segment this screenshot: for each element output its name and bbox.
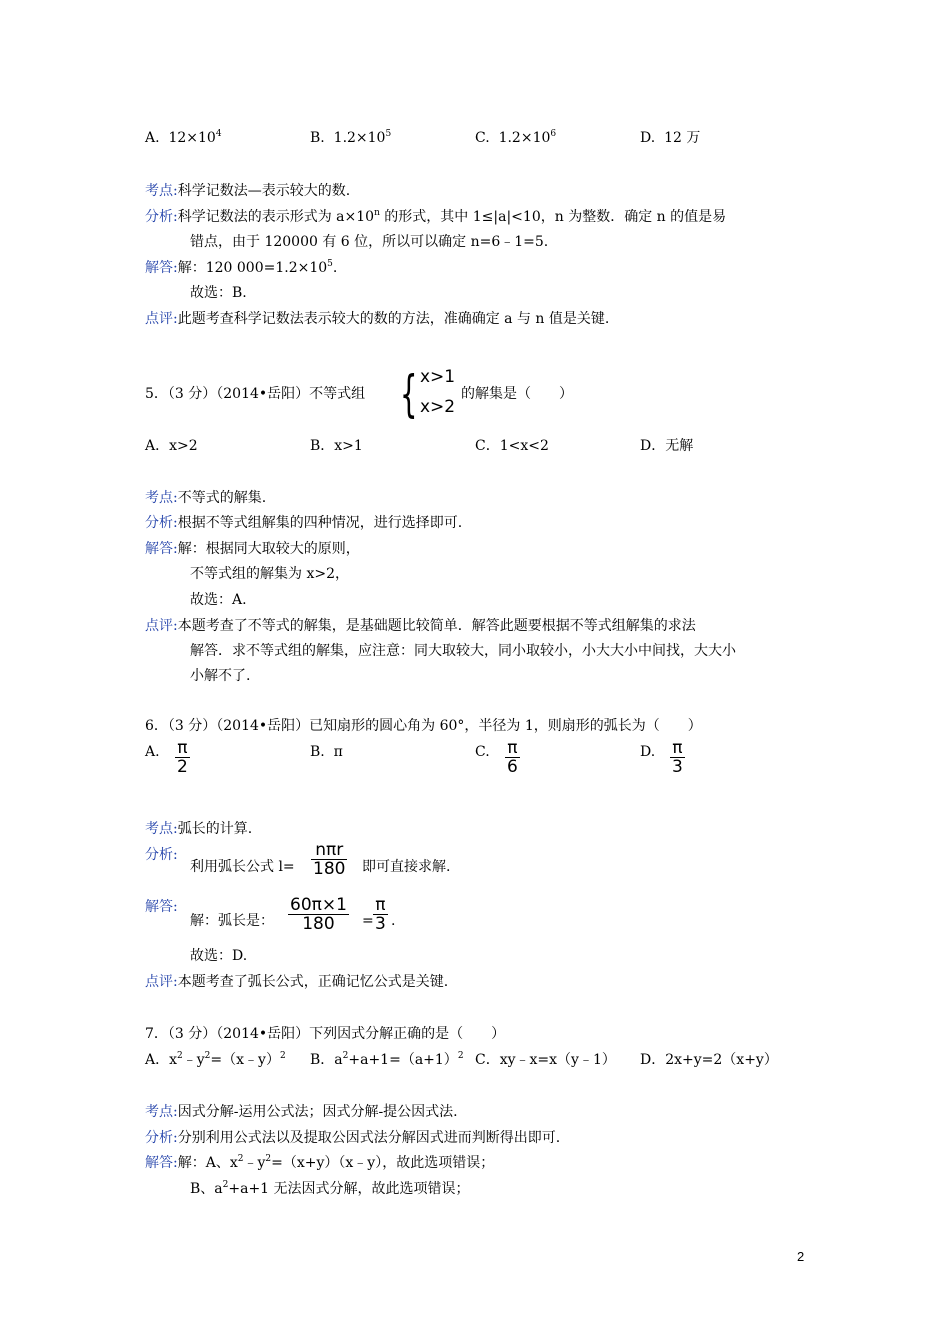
- q7-option-a: A．$x^2﹣y^2=(x﹣y)^2$: [145, 1051, 286, 1068]
- fenxi-label: 分析:: [145, 209, 178, 225]
- q4-dianping: 点评:此题考查科学记数法表示较大的数的方法，准确确定 a 与 n 值是关键.: [145, 311, 610, 327]
- q5-option-d: D．无解: [640, 438, 694, 454]
- fenxi-label: 分析:: [145, 515, 178, 531]
- q6-dianping: 点评:本题考查了弧长公式，正确记忆公式是关键.: [145, 974, 449, 990]
- jieda-label: 解答:: [145, 260, 178, 276]
- jieda-label: 解答:: [145, 1155, 178, 1171]
- dianping-label: 点评:: [145, 974, 178, 990]
- q5-system-row1: x>1: [420, 367, 456, 387]
- q7-fenxi: 分析:分别利用公式法以及提取公因式法分解因式进而判断得出即可.: [145, 1130, 561, 1146]
- q6-fenxi: 利用弧长公式 l= nπr 180 即可直接求解.: [190, 840, 451, 879]
- q6-option-d: D. $\frac{\pi}{3}$: [640, 738, 683, 777]
- q6-option-a: A. $\frac{\pi}{2}$: [145, 738, 188, 777]
- q7-kaodian: 考点:因式分解-运用公式法；因式分解-提公因式法.: [145, 1104, 458, 1120]
- q4-jieda-line1: 解答:解：120 $000=1.2\times 10^5$.: [145, 259, 338, 276]
- fraction-pi-over-3-result: $\frac{\pi}{3}$: [375, 895, 386, 934]
- fenxi-label: 分析:: [145, 1130, 178, 1146]
- q4-jieda-line2: 故选：B.: [190, 285, 247, 301]
- q5-stem-part1: 5．（3 分）（2014•岳阳）不等式组: [145, 386, 366, 402]
- q5-dianping-line3: 小解不了.: [190, 668, 251, 684]
- q6-jieda-line1: 解：弧长是： $\frac{60\pi\times 1}{180}$ = $\frac{\pi}{3}$ .: [190, 895, 396, 934]
- q4-option-c: C. $1.2\times 10^6$: [475, 129, 557, 146]
- q4-fenxi-line1: 分析:科学记数法的表示形式为 $a\times 10^n$ 的形式，其中 1≤|a|<10，n 为整数．确定 n 的值是易: [145, 208, 727, 225]
- q6-stem: 6．（3 分）（2014•岳阳）已知扇形的圆心角为 60°，半径为 1，则扇形的弧长为（ ）: [145, 718, 702, 734]
- fraction-arc-length-formula: nπr 180: [313, 840, 346, 879]
- q6-jieda-label: 解答:: [145, 899, 178, 915]
- fraction-60pi-over-180: $\frac{60\pi\times 1}{180}$: [290, 895, 347, 934]
- q4-option-d: D. 12 万: [640, 130, 701, 146]
- q5-fenxi: 分析:根据不等式组解集的四种情况，进行选择即可.: [145, 515, 463, 531]
- fraction-pi-over-3: $\frac{\pi}{3}$: [672, 738, 683, 777]
- page-number: 2: [797, 1249, 805, 1264]
- q4-fenxi-line2: 错点，由于 120000 有 6 位，所以可以确定 n=6﹣1=5.: [190, 234, 549, 250]
- q7-option-b: B．$a^2+a+1=(a+1)^2$: [310, 1051, 464, 1068]
- q6-jieda-line2: 故选：D.: [190, 948, 248, 964]
- fraction-pi-over-2: $\frac{\pi}{2}$: [177, 738, 188, 777]
- q5-dianping-line2: 解答．求不等式组的解集，应注意：同大取较大，同小取较小，小大大小中间找，大大小: [190, 643, 736, 659]
- q5-jieda-line3: 故选：A.: [190, 592, 247, 608]
- q7-jieda-line2: B、$a^2+a+1$ 无法因式分解，故此选项错误；: [190, 1180, 470, 1197]
- q4-kaodian: 考点:科学记数法—表示较大的数.: [145, 183, 351, 199]
- jieda-label: 解答:: [145, 541, 178, 557]
- kaodian-label: 考点:: [145, 1104, 178, 1120]
- q6-option-b: B. π: [310, 744, 343, 760]
- q7-jieda-line1: 解答:解：A、$x^2﹣y^2=(x+y)(x﹣y)$，故此选项错误；: [145, 1154, 495, 1171]
- kaodian-label: 考点:: [145, 183, 178, 199]
- dianping-label: 点评:: [145, 618, 178, 634]
- q4-option-a: A. $12\times 10^4$: [145, 129, 222, 146]
- dianping-label: 点评:: [145, 311, 178, 327]
- q6-kaodian: 考点:弧长的计算.: [145, 821, 253, 837]
- q6-option-c: C. $\frac{\pi}{6}$: [475, 738, 518, 777]
- fraction-pi-over-6: $\frac{\pi}{6}$: [507, 738, 518, 777]
- q5-option-a: A．x>2: [145, 438, 198, 454]
- q5-jieda-line1: 解答:解：根据同大取较大的原则，: [145, 541, 360, 557]
- q7-option-c: C．xy﹣x=x（y﹣1）: [475, 1052, 616, 1068]
- kaodian-label: 考点:: [145, 490, 178, 506]
- q5-jieda-line2: 不等式组的解集为 x>2，: [190, 566, 349, 582]
- kaodian-label: 考点:: [145, 821, 178, 837]
- inequality-brace: {: [400, 365, 418, 423]
- q6-fenxi-label: 分析:: [145, 847, 178, 863]
- q5-dianping-line1: 点评:本题考查了不等式的解集，是基础题比较简单．解答此题要根据不等式组解集的求法: [145, 618, 696, 634]
- q5-system-row2: x>2: [420, 397, 456, 417]
- q5-option-b: B．x>1: [310, 438, 363, 454]
- q7-option-d: D．2x+y=2（x+y）: [640, 1052, 778, 1068]
- q7-stem: 7．（3 分）（2014•岳阳）下列因式分解正确的是（ ）: [145, 1026, 506, 1042]
- q5-kaodian: 考点:不等式的解集.: [145, 490, 267, 506]
- q4-option-b: B. $1.2\times 10^5$: [310, 129, 392, 146]
- q5-stem-part2: 的解集是（ ）: [461, 386, 573, 402]
- q5-option-c: C．1<x<2: [475, 438, 549, 454]
